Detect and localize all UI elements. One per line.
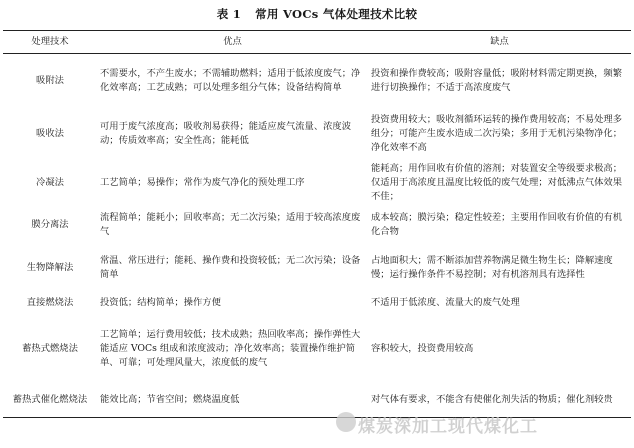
table-header-row bbox=[3, 31, 631, 54]
table-row bbox=[3, 314, 631, 384]
pros-cell: 不需要水，不产生废水；不需辅助燃料；适用于低浓度废气；净化效率高；工艺成熟；可以处理多组分气体；设备结构简单 bbox=[100, 67, 361, 93]
header-cons: 缺点 bbox=[368, 31, 631, 54]
pros-cell: 投资低；结构简单；操作方便 bbox=[100, 296, 221, 308]
pros-cell: 工艺简单；运行费用较低；技术成熟；热回收率高；操作弹性大能适应 VOCs 组成和浓度波动；净化效率高；装置操作维护简单、可靠；可处理风量大，浓度低的废气 bbox=[100, 328, 361, 368]
table-row bbox=[3, 54, 631, 108]
table-number: 表 1 bbox=[216, 7, 242, 21]
cons-cell: 不适用于低浓度、流量大的废气处理 bbox=[371, 296, 520, 308]
method-cell: 膜分离法 bbox=[31, 218, 69, 230]
comparison-table bbox=[3, 30, 631, 418]
pros-cell: 能效比高；节省空间；燃烧温度低 bbox=[97, 384, 368, 418]
header-method: 处理技术 bbox=[3, 31, 97, 54]
cons-cell: 容积较大，投资费用较高 bbox=[371, 342, 474, 354]
table-row bbox=[3, 160, 631, 206]
cons-cell: 对气体有要求，不能含有使催化剂失活的物质；催化剂较贵 bbox=[368, 384, 631, 418]
method-cell: 直接燃烧法 bbox=[26, 296, 74, 308]
table-row bbox=[3, 292, 631, 314]
watermark-text: 煤炭深加工现代煤化工 bbox=[358, 417, 538, 437]
cons-cell: 成本较高；膜污染；稳定性较差；主要用作回收有价值的有机化合物 bbox=[371, 211, 623, 237]
cons-cell: 投资和操作费较高；吸附容量低；吸附材料需定期更换，频繁进行切换操作；不适于高浓度废气 bbox=[371, 67, 623, 93]
header-pros: 优点 bbox=[97, 31, 368, 54]
table-caption bbox=[0, 6, 634, 22]
cons-cell: 投资费用较大；吸收剂循环运转的操作费用较高；不易处理多组分；可能产生废水造成二次污染；多用于无机污染物净化；净化效率不高 bbox=[371, 113, 623, 153]
method-cell: 冷凝法 bbox=[36, 176, 64, 188]
method-cell: 吸附法 bbox=[36, 74, 64, 86]
method-cell: 吸收法 bbox=[36, 127, 64, 139]
table-row bbox=[3, 244, 631, 292]
pros-cell: 常温、常压进行；能耗、操作费和投资较低；无二次污染；设备简单 bbox=[100, 254, 361, 280]
table-row bbox=[3, 108, 631, 160]
watermark-logo bbox=[336, 412, 356, 432]
table-row bbox=[3, 206, 631, 244]
cons-cell: 能耗高；用作回收有价值的溶剂；对装置安全等级要求极高；仅适用于高浓度且温度比较低的废气处理；对低沸点气体效果不佳； bbox=[371, 162, 623, 202]
method-cell: 蓄热式燃烧法 bbox=[22, 342, 78, 354]
pros-cell: 流程简单；能耗小；回收率高；无二次污染；适用于较高浓度废气 bbox=[100, 211, 361, 237]
method-cell: 蓄热式催化燃烧法 bbox=[3, 384, 97, 418]
cons-cell: 占地面积大；需不断添加营养物满足微生物生长；降解速度慢；运行操作条件不易控制；对有机溶剂具有选择性 bbox=[371, 254, 613, 280]
table-title: 常用 VOCs 气体处理技术比较 bbox=[255, 7, 418, 21]
pros-cell: 工艺简单；易操作；常作为废气净化的预处理工序 bbox=[100, 176, 305, 188]
pros-cell: 可用于废气浓度高；吸收剂易获得；能适应废气流量、浓度波动；传质效率高；安全性高；能耗低 bbox=[100, 120, 352, 146]
method-cell: 生物降解法 bbox=[26, 261, 74, 273]
